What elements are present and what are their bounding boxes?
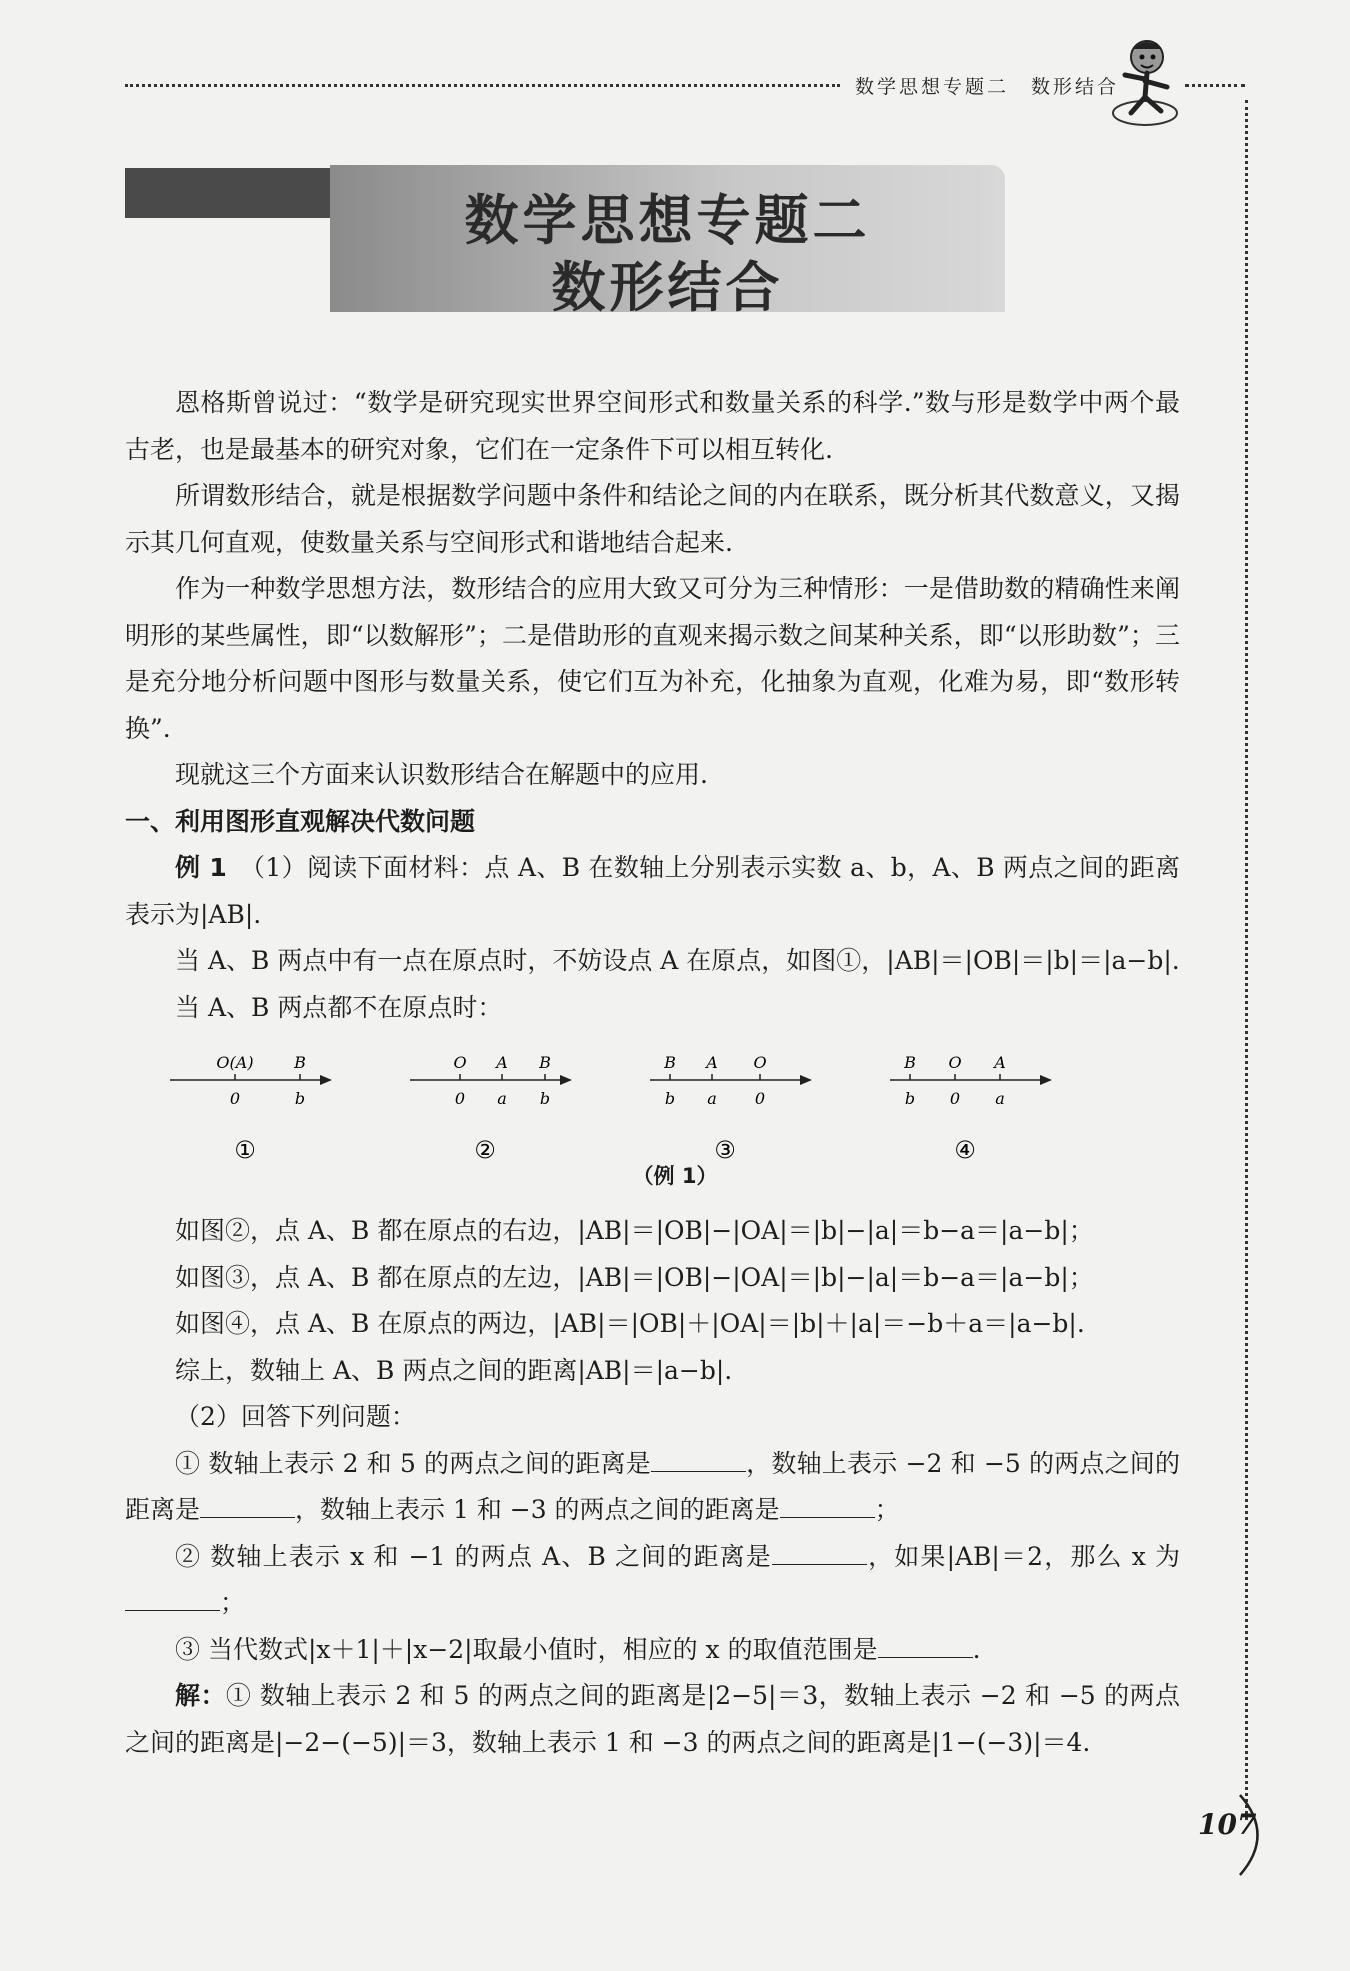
example-1-text: （1）阅读下面材料：点 A、B 在数轴上分别表示实数 a、b，A、B 两点之间的距离表示为|AB|. <box>125 853 1180 929</box>
question-2-intro: （2）回答下列问题： <box>175 1402 416 1431</box>
chapter-title-line2: 数形结合 <box>551 256 784 319</box>
value-label: 0 <box>229 1089 241 1108</box>
figure-2-line: 如图②，点 A、B 都在原点的右边，|AB|＝|OB|−|OA|＝|b|−|a|＝b−a＝|a−b|； <box>175 1216 1094 1245</box>
solution-label: 解： <box>175 1681 226 1710</box>
value-label: a <box>707 1089 717 1108</box>
q2-1-text-a: ① 数轴上表示 2 和 5 的两点之间的距离是 <box>175 1448 651 1478</box>
point-label: B <box>294 1053 306 1072</box>
q2-1-text-d: ； <box>874 1495 900 1524</box>
question-2-2 <box>125 1534 1180 1627</box>
running-head: 数学思想专题二 数形结合 <box>855 76 1120 98</box>
case-one-line: 当 A、B 两点中有一点在原点时，不妨设点 A 在原点，如图①，|AB|＝|OB|＝|b|＝|a−b|. <box>175 946 1180 975</box>
question-2-1 <box>125 1441 1180 1534</box>
q2-3-text-a: ③ 当代数式|x＋1|＋|x−2|取最小值时，相应的 x 的取值范围是 <box>175 1634 878 1664</box>
paragraph-1: 恩格斯曾说过：“数学是研究现实世界空间形式和数量关系的科学.”数与形是数学中两个最古老，也是最基本的研究对象，它们在一定条件下可以相互转化. <box>125 388 1180 464</box>
q2-3-text-b: . <box>972 1634 981 1664</box>
axis-arrow-icon <box>800 1075 812 1085</box>
summary-line: 综上，数轴上 A、B 两点之间的距离|AB|＝|a−b|. <box>175 1355 733 1385</box>
answer-blank <box>200 1491 295 1518</box>
q2-2-text-c: ； <box>220 1588 246 1617</box>
point-label: O <box>948 1053 962 1072</box>
mascot-icon <box>1105 35 1185 130</box>
header-rule-right <box>1185 84 1245 87</box>
value-label: 0 <box>454 1089 466 1108</box>
figure-3-line: 如图③，点 A、B 都在原点的左边，|AB|＝|OB|−|OA|＝|b|−|a|＝b−a＝|a−b|； <box>175 1262 1094 1292</box>
figure-4-line: 如图④，点 A、B 在原点的两边，|AB|＝|OB|＋|OA|＝|b|＋|a|＝−b＋a＝|a−b|. <box>175 1309 1085 1338</box>
paragraph-3: 作为一种数学思想方法，数形结合的应用大致又可分为三种情形：一是借助数的精确性来阐明形的某些属性，即“以数解形”；二是借助形的直观来揭示数之间某种关系，即“以形助数”；三是充分地分析问题中图形与数量关系，使它们互为补充，化抽象为直观，化难为易，即“数形转换”. <box>125 574 1180 743</box>
axis-arrow-icon <box>560 1075 572 1085</box>
value-label: 0 <box>949 1089 961 1108</box>
value-label: b <box>664 1089 676 1108</box>
figure-number: ④ <box>954 1136 976 1164</box>
solution <box>125 1673 1180 1766</box>
case-two-line: 当 A、B 两点都不在原点时： <box>175 992 503 1022</box>
value-label: b <box>539 1089 551 1108</box>
point-label: O <box>753 1053 767 1072</box>
intro-text <box>125 380 1180 1031</box>
answer-blank <box>772 1537 867 1564</box>
derivation-text <box>125 1208 1180 1766</box>
point-label: A <box>706 1053 718 1072</box>
point-label: A <box>496 1053 508 1072</box>
point-label: A <box>994 1053 1006 1072</box>
answer-blank <box>125 1584 220 1611</box>
value-label: a <box>995 1089 1005 1108</box>
axis-arrow-icon <box>320 1075 332 1085</box>
point-label: B <box>539 1053 551 1072</box>
header-rule-left <box>125 84 840 87</box>
page-number: 107 <box>1198 1808 1257 1841</box>
axis-arrow-icon <box>1040 1075 1052 1085</box>
section-heading: 一、利用图形直观解决代数问题 <box>125 806 476 836</box>
point-label: B <box>664 1053 676 1072</box>
value-label: a <box>497 1089 507 1108</box>
q2-2-text-a: ② 数轴上表示 x 和 −1 的两点 A、B 之间的距离是 <box>175 1541 772 1571</box>
figure-number: ② <box>474 1136 496 1164</box>
figure-caption: （例 1） <box>632 1164 718 1188</box>
figure-number: ③ <box>714 1136 736 1164</box>
answer-blank <box>780 1491 875 1518</box>
q2-1-text-c: ，数轴上表示 1 和 −3 的两点之间的距离是 <box>295 1495 780 1524</box>
question-2-3 <box>125 1627 1180 1674</box>
value-label: b <box>904 1089 916 1108</box>
chapter-title-line1: 数学思想专题二 <box>464 189 871 252</box>
value-label: 0 <box>754 1089 766 1108</box>
example-label: 例 1 <box>175 853 227 882</box>
q2-2-text-b: ，如果|AB|＝2，那么 x 为 <box>866 1541 1180 1571</box>
value-label: b <box>294 1089 306 1108</box>
margin-rule <box>1245 100 1248 1820</box>
point-label: O <box>453 1053 467 1072</box>
paragraph-4: 现就这三个方面来认识数形结合在解题中的应用. <box>175 760 708 789</box>
answer-blank <box>878 1630 973 1657</box>
solution-text: ① 数轴上表示 2 和 5 的两点之间的距离是|2−5|＝3，数轴上表示 −2 和 −5 的两点之间的距离是|−2−(−5)|＝3，数轴上表示 1 和 −3 的两点之间的距离是|1−(−3)|＝4. <box>125 1681 1180 1757</box>
q2-1-text-b: ，数轴上表示 −2 和 −5 的两点之间的距离是 <box>125 1448 1181 1524</box>
point-label: B <box>904 1053 916 1072</box>
paragraph-2: 所谓数形结合，就是根据数学问题中条件和结论之间的内在联系，既分析其代数意义，又揭示其几何直观，使数量关系与空间形式和谐地结合起来. <box>125 481 1180 557</box>
example-1-statement <box>125 845 1180 938</box>
point-label: O(A) <box>216 1053 254 1072</box>
answer-blank <box>651 1444 746 1471</box>
figure-number: ① <box>234 1136 256 1164</box>
